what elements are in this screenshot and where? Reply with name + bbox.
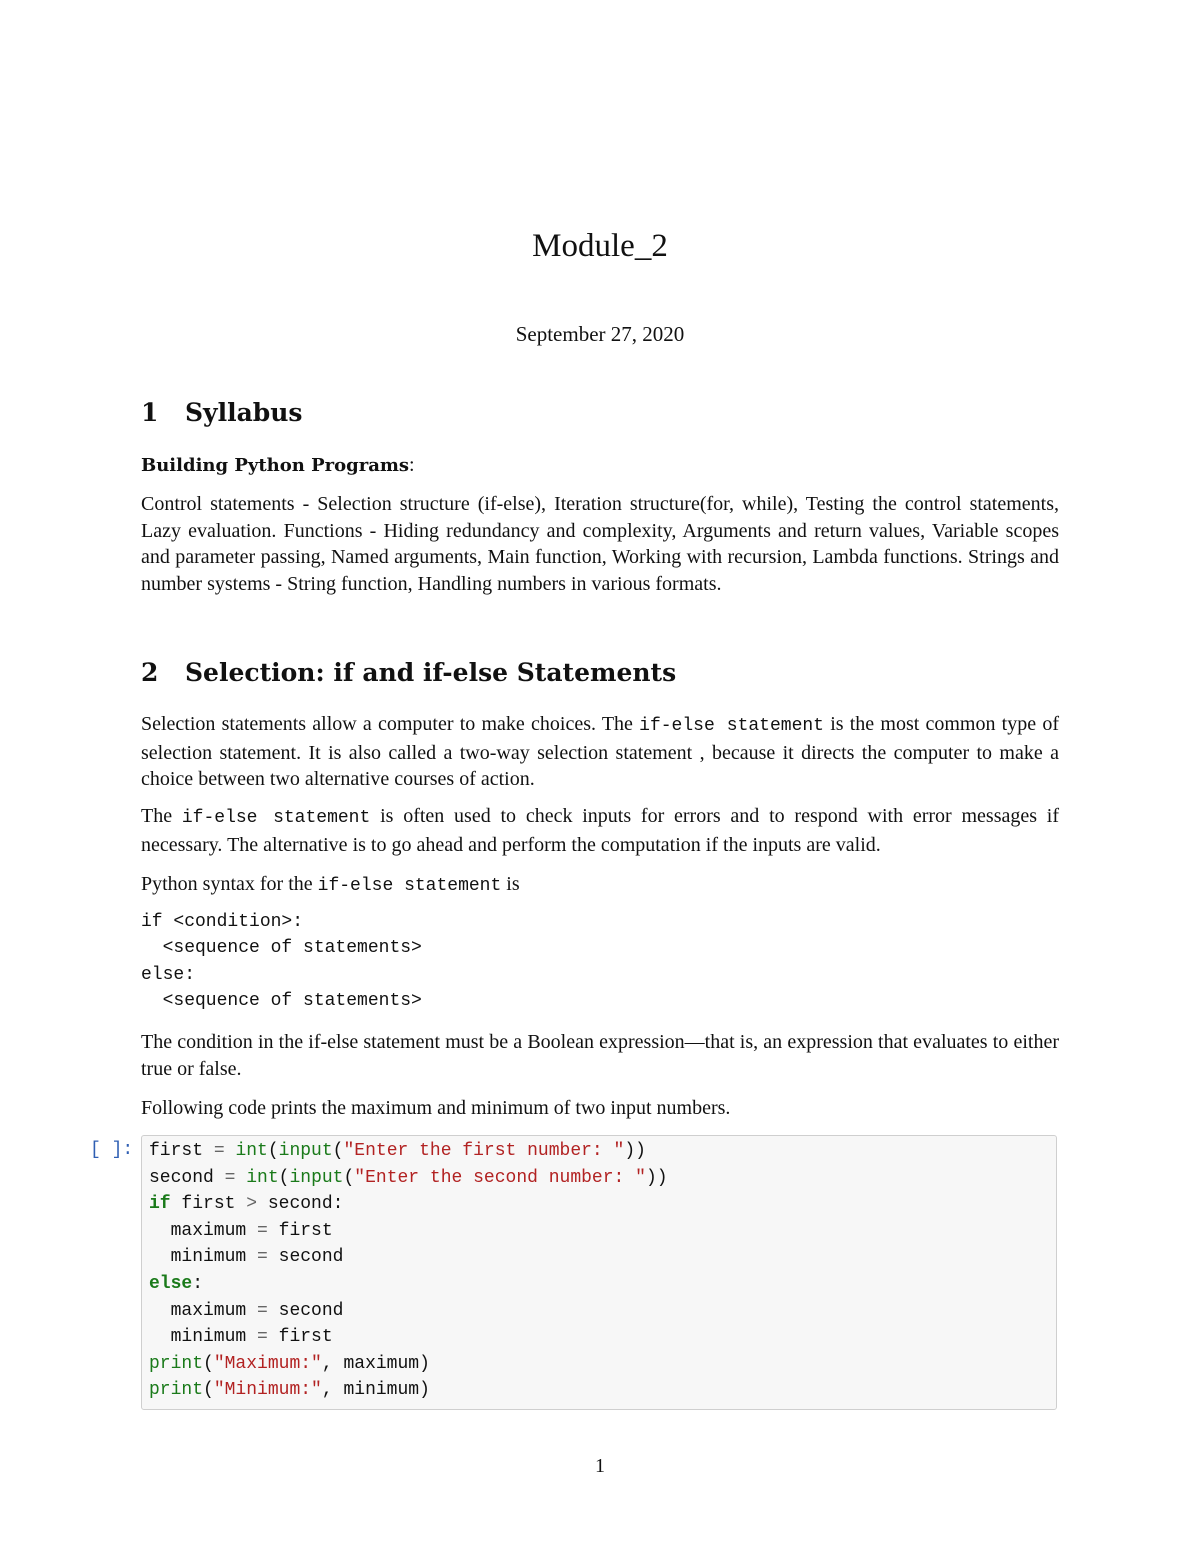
document-date: September 27, 2020 (515, 322, 685, 346)
inline-code: if-else statement (639, 716, 824, 736)
section-number: 1 (141, 398, 159, 427)
paragraph-if-else-usage: The if-else statement is often used to check inputs for errors and to respond with error messages if necessary. The alternative is to go ahead and perform the computation if the inputs are valid. (141, 805, 1060, 856)
section-2-heading (141, 658, 676, 687)
syntax-code-block: if <condition>: <sequence of statements> else: <sequence of statements> (141, 912, 422, 1011)
section-title: Syllabus (185, 398, 303, 427)
paragraph-code-intro: Following code prints the maximum and minimum of two input numbers. (141, 1097, 731, 1119)
subheading-text: Building Python Programs (141, 455, 410, 476)
inline-code: if-else statement (181, 808, 371, 828)
syllabus-body: Control statements - Selection structure (if-else), Iteration structure(for, while), Testing the control statements, Lazy evaluation. Functions - Hiding redundancy and complexity, Arguments and return values, Variable scopes and parameter passing, Named arguments, Main function, Working with recursion, Lambda functions. Strings and number systems - String function, Handling numbers in various formats. (141, 493, 1059, 595)
page-number: 1 (595, 1455, 605, 1477)
code-cell-source[interactable]: first = int(input("Enter the first number: ")) second = int(input("Enter the second number: ")) if first > second: maximum = first minimum = second else: maximum = second minimum = first print("Maximum:", maximum) print("Minimum:", minimum) (149, 1141, 668, 1401)
syllabus-subheading: Building Python Programs: (141, 454, 415, 476)
paragraph-syntax-intro: Python syntax for the if-else statement is (141, 873, 520, 896)
paragraph-condition: The condition in the if-else statement must be a Boolean expression—that is, an expression that evaluates to either true or false. (141, 1031, 1059, 1080)
paragraph-selection-intro: Selection statements allow a computer to make choices. The if-else statement is the most common type of selection statement. It is also called a two-way selection statement , because it directs the computer to make a choice between two alternative courses of action. (141, 713, 1059, 790)
section-1-heading (141, 398, 303, 427)
section-title: Selection: if and if-else Statements (185, 658, 677, 687)
document-title: Module_2 (532, 228, 668, 264)
cell-prompt: [ ]: (90, 1140, 134, 1160)
inline-code: if-else statement (317, 876, 502, 896)
section-number: 2 (141, 658, 159, 687)
